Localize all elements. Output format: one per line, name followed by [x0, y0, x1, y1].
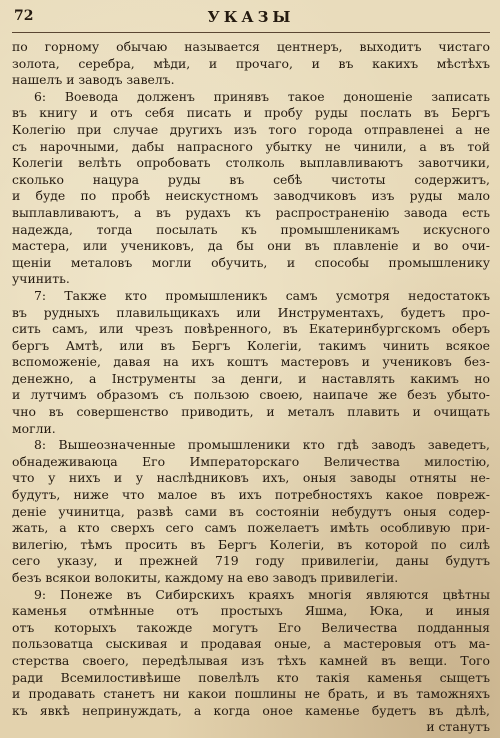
- text-line: къ явкѣ непринуждать, а когда оное каменье будетъ въ дѣлѣ,: [12, 702, 490, 718]
- text-line: учинить.: [12, 271, 70, 287]
- text-line: ради Всемилостивѣише повелѣлъ кто такія каменья сыщетъ: [12, 669, 490, 685]
- page-header: [12, 4, 490, 33]
- text-line: въ книгу и отъ себя писать и пробу руды послать въ Бергъ: [12, 105, 490, 121]
- text-line: отъ которыхъ такожде могутъ Его Величества подданныя: [12, 619, 490, 635]
- text-line: сего указу, и прежней 719 году привилегіи, даны будутъ: [12, 553, 490, 569]
- paragraph-8-start: 8: Вышеозначенные промышленики кто гдѣ заводъ заведетъ,: [34, 437, 490, 453]
- text-line: обнадеживаюца Его Императорскаго Величества милостію,: [12, 453, 490, 469]
- text-line: нашелъ и заводъ завелъ.: [12, 72, 175, 88]
- running-title: УКАЗЫ: [207, 8, 295, 26]
- text-line: пользоватца сыскивая и продавая оные, а мастеровыя отъ ма-: [12, 636, 490, 652]
- text-line: стерства своего, передѣлывая изъ тѣхъ камней въ вещи. Того: [12, 652, 490, 668]
- text-line: денежно, а Інструменты за денги, и наставлять какимъ но: [12, 370, 490, 386]
- text-line: безъ всякои волокиты, каждому на ево заводъ привилегіи.: [12, 570, 399, 585]
- paragraph-9-start: 9: Понеже въ Сибирскихъ краяхъ многія являются цвѣтны: [34, 586, 490, 602]
- text-line: выплавливаютъ, а въ рудахъ къ распространенію завода есть: [12, 204, 490, 220]
- text-line: каменья отмѣнные отъ простыхъ Яшма, Юка, и иныя: [12, 603, 490, 619]
- page-number: 72: [14, 8, 34, 24]
- text-line: щеніи металовъ могли обучить, и способы промышленику: [12, 254, 490, 270]
- text-line: вспоможеніе, давая на ихъ коштъ мастеровъ и учениковъ без-: [12, 354, 490, 370]
- text-line: бергъ Амтѣ, или въ Бергъ Колегіи, такимъ чинить всякое: [12, 337, 490, 353]
- text-line: золота, серебра, мѣди, и прочаго, и въ какихъ мѣстѣхъ: [12, 55, 490, 71]
- text-line: сить самъ, или чрезъ повѣренного, въ Екатеринбургскомъ оберъ: [12, 321, 490, 337]
- body-text: [12, 39, 490, 736]
- paragraph-7-start: 7: Также кто промышленикъ самъ усмотря недостатокъ: [34, 287, 490, 303]
- text-line: деніе учинитца, развѣ сами въ состояніи небудутъ оныя содер-: [12, 503, 490, 519]
- text-line: Колегіи велѣть опробовать столколь выплавливаютъ завотчики,: [12, 155, 490, 171]
- catchword: и станутъ: [426, 719, 490, 735]
- text-line: по горному обычаю называется центнеръ, выходитъ чистаго: [12, 39, 490, 54]
- text-line: Колегію при случае другихъ изъ того города отправленei а не: [12, 121, 490, 137]
- text-line: мастера, или учениковъ, да бы они въ плавленіе и во очи-: [12, 238, 490, 254]
- text-line: съ нарочными, дабы напрасного убытку не чинили, а въ той: [12, 138, 490, 154]
- paragraph-6-start: 6: Воевода долженъ принявъ такое доношеніе записать: [34, 88, 490, 104]
- text-line: что у нихъ и у наслѣдниковъ ихъ, оныя заводы отняты не-: [12, 470, 490, 486]
- text-line: будутъ, ниже что малое въ ихъ потребностяхъ какое повреж-: [12, 487, 490, 503]
- text-line: сколько нацура руды въ себѣ чистоты содержитъ,: [12, 171, 490, 187]
- text-line: и буде по пробѣ неискустномъ заводчиковъ изъ руды мало: [12, 188, 490, 204]
- text-line: надежда, тогда посылать къ промышленикамъ искусного: [12, 221, 490, 237]
- text-line: жать, а кто сверхъ сего самъ пожелаетъ имѣть особливую при-: [12, 520, 490, 536]
- text-line: чно въ совершенство приводить, и металъ плавить и очищать: [12, 404, 490, 420]
- text-line: вилегію, тѣмъ просить въ Бергъ Колегіи, въ которой по силѣ: [12, 536, 490, 552]
- text-line: и продавать станетъ ни какои пошлины не брать, и въ таможняхъ: [12, 686, 490, 702]
- text-line: въ рудныхъ плавильщикахъ или Инструментахъ, будетъ про-: [12, 304, 490, 320]
- text-line: могли.: [12, 420, 56, 436]
- text-line: и лутчимъ образомъ съ пользою своею, наипаче же безъ убыто-: [12, 387, 490, 403]
